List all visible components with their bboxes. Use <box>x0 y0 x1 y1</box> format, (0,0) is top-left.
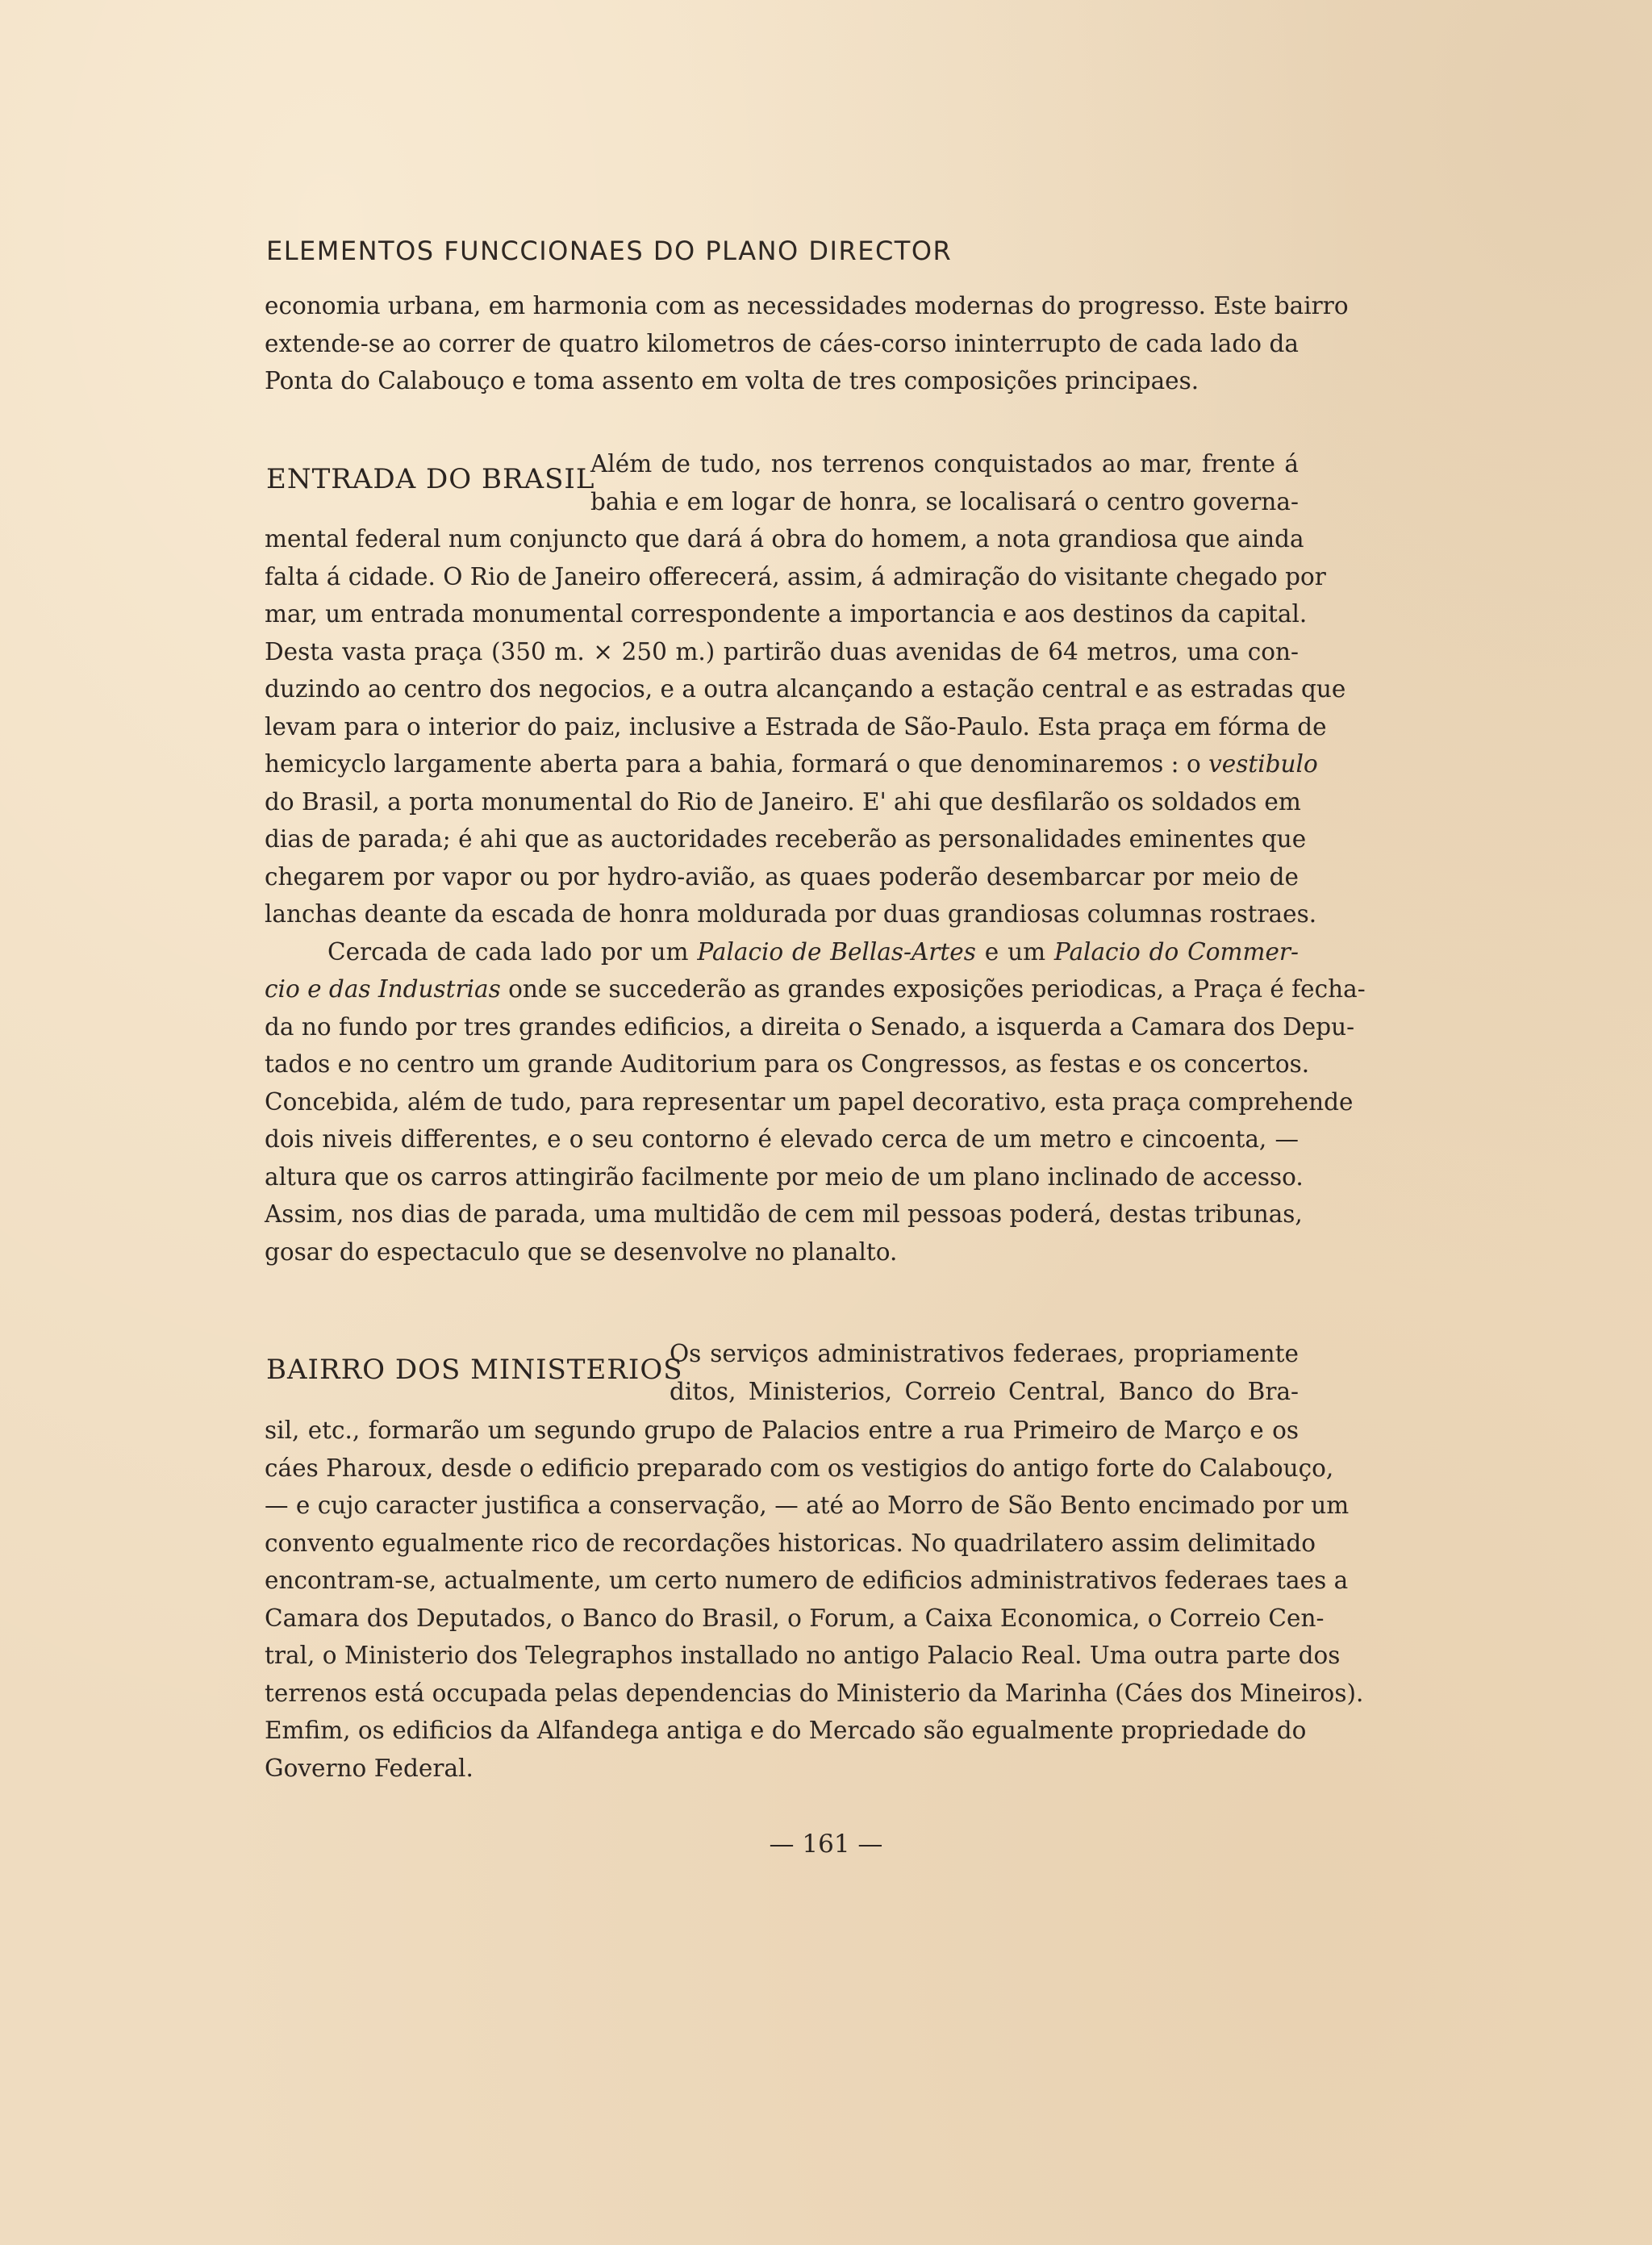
text-span: e um <box>975 937 1054 966</box>
section2-body <box>265 1412 1364 1787</box>
section1-side-text <box>590 445 1299 520</box>
text-line: extende-se ao correr de quatro kilometros de cáes-corso ininterrupto de cada lado da <box>265 329 1299 357</box>
section-heading-bairro: BAIRRO DOS MINISTERIOS <box>266 1354 683 1386</box>
section1-body <box>265 520 1366 1271</box>
text-span: onde se succederão as grandes exposições periodicas, a Praça é fecha- <box>500 975 1366 1003</box>
text-line: altura que os carros attingirão facilmente por meio de um plano inclinado de accesso. <box>265 1162 1304 1191</box>
page-number: — 161 — <box>769 1830 883 1859</box>
italic-term: Palacio de Bellas-Artes <box>697 937 976 966</box>
text-line: terrenos está occupada pelas dependencias do Ministerio da Marinha (Cáes dos Mineiros). <box>265 1679 1364 1707</box>
text-line: Assim, nos dias de parada, uma multidão de cem mil pessoas poderá, destas tribunas, <box>265 1200 1303 1228</box>
text-line: Os serviços administrativos federaes, propriamente <box>670 1340 1299 1367</box>
text-line: Emfim, os edificios da Alfandega antiga e do Mercado são egualmente propriedade do <box>265 1717 1307 1744</box>
text-line: ditos, Ministerios, Correio Central, Banco do Bra- <box>670 1377 1299 1405</box>
section2-side-text <box>670 1335 1299 1410</box>
text-line: Além de tudo, nos terrenos conquistados ao mar, frente á <box>590 450 1299 478</box>
text-line: Camara dos Deputados, o Banco do Brasil, o Forum, a Caixa Economica, o Correio Cen- <box>265 1604 1325 1632</box>
text-line: tral, o Ministerio dos Telegraphos installado no antigo Palacio Real. Uma outra parte dos <box>265 1642 1341 1669</box>
text-line: dois niveis differentes, e o seu contorno é elevado cerca de um metro e cincoenta, — <box>265 1125 1299 1153</box>
italic-term: cio e das Industrias <box>265 975 501 1003</box>
text-line: cáes Pharoux, desde o edificio preparado com os vestigios do antigo forte do Calabouço, <box>265 1454 1334 1482</box>
text-line: Governo Federal. <box>265 1754 473 1782</box>
text-line: lanchas deante da escada de honra moldurada por duas grandiosas columnas rostraes. <box>265 900 1317 928</box>
text-line: mar, um entrada monumental correspondente a importancia e aos destinos da capital. <box>265 600 1308 628</box>
italic-term: vestibulo <box>1208 750 1318 778</box>
text-line: convento egualmente rico de recordações historicas. No quadrilatero assim delimitado <box>265 1529 1316 1557</box>
text-line: dias de parada; é ahi que as auctoridades receberão as personalidades eminentes que <box>265 825 1307 853</box>
text-line: duzindo ao centro dos negocios, e a outra alcançando a estação central e as estradas que <box>265 675 1346 703</box>
text-line: encontram-se, actualmente, um certo numero de edificios administrativos federaes taes a <box>265 1567 1349 1594</box>
text-line: levam para o interior do paiz, inclusive a Estrada de São-Paulo. Esta praça em fórma de <box>265 712 1327 741</box>
text-line: Concebida, além de tudo, para representar um papel decorativo, esta praça comprehende <box>265 1087 1354 1116</box>
text-line: tados e no centro um grande Auditorium para os Congressos, as festas e os concertos. <box>265 1050 1310 1078</box>
text-line <box>265 745 1318 783</box>
text-line <box>265 933 1299 971</box>
italic-term: Palacio do Commer- <box>1053 937 1299 966</box>
text-span: hemicyclo largamente aberta para a bahia, formará o que denominaremos : o <box>265 750 1209 778</box>
text-line: gosar do espectaculo que se desenvolve no planalto. <box>265 1237 898 1266</box>
running-header: ELEMENTOS FUNCCIONAES DO PLANO DIRECTOR <box>266 236 953 266</box>
text-span: Cercada de cada lado por um <box>327 937 698 966</box>
intro-paragraph <box>265 287 1349 400</box>
text-line: sil, etc., formarão um segundo grupo de Palacios entre a rua Primeiro de Março e os <box>265 1417 1299 1444</box>
text-line: chegarem por vapor ou por hydro-avião, as quaes poderão desembarcar por meio de <box>265 862 1299 891</box>
text-line: da no fundo por tres grandes edificios, a direita o Senado, a isquerda a Camara dos Depu- <box>265 1012 1355 1041</box>
text-line: bahia e em logar de honra, se localisará o centro governa- <box>590 487 1299 515</box>
text-line <box>265 970 1366 1008</box>
text-line: Desta vasta praça (350 m. × 250 m.) partirão duas avenidas de 64 metros, uma con- <box>265 637 1299 666</box>
text-line: Ponta do Calabouço e toma assento em volta de tres composições principaes. <box>265 367 1199 394</box>
text-line: mental federal num conjuncto que dará á obra do homem, a nota grandiosa que ainda <box>265 525 1304 553</box>
section-heading-entrada: ENTRADA DO BRASIL <box>266 463 595 495</box>
text-line: falta á cidade. O Rio de Janeiro offerecerá, assim, á admiração do visitante chegado por <box>265 562 1326 590</box>
text-line: do Brasil, a porta monumental do Rio de Janeiro. E' ahi que desfilarão os soldados em <box>265 787 1301 816</box>
text-line: — e cujo caracter justifica a conservação, — até ao Morro de São Bento encimado por um <box>265 1492 1350 1519</box>
text-line: economia urbana, em harmonia com as necessidades modernas do progresso. Este bairro <box>265 292 1349 319</box>
